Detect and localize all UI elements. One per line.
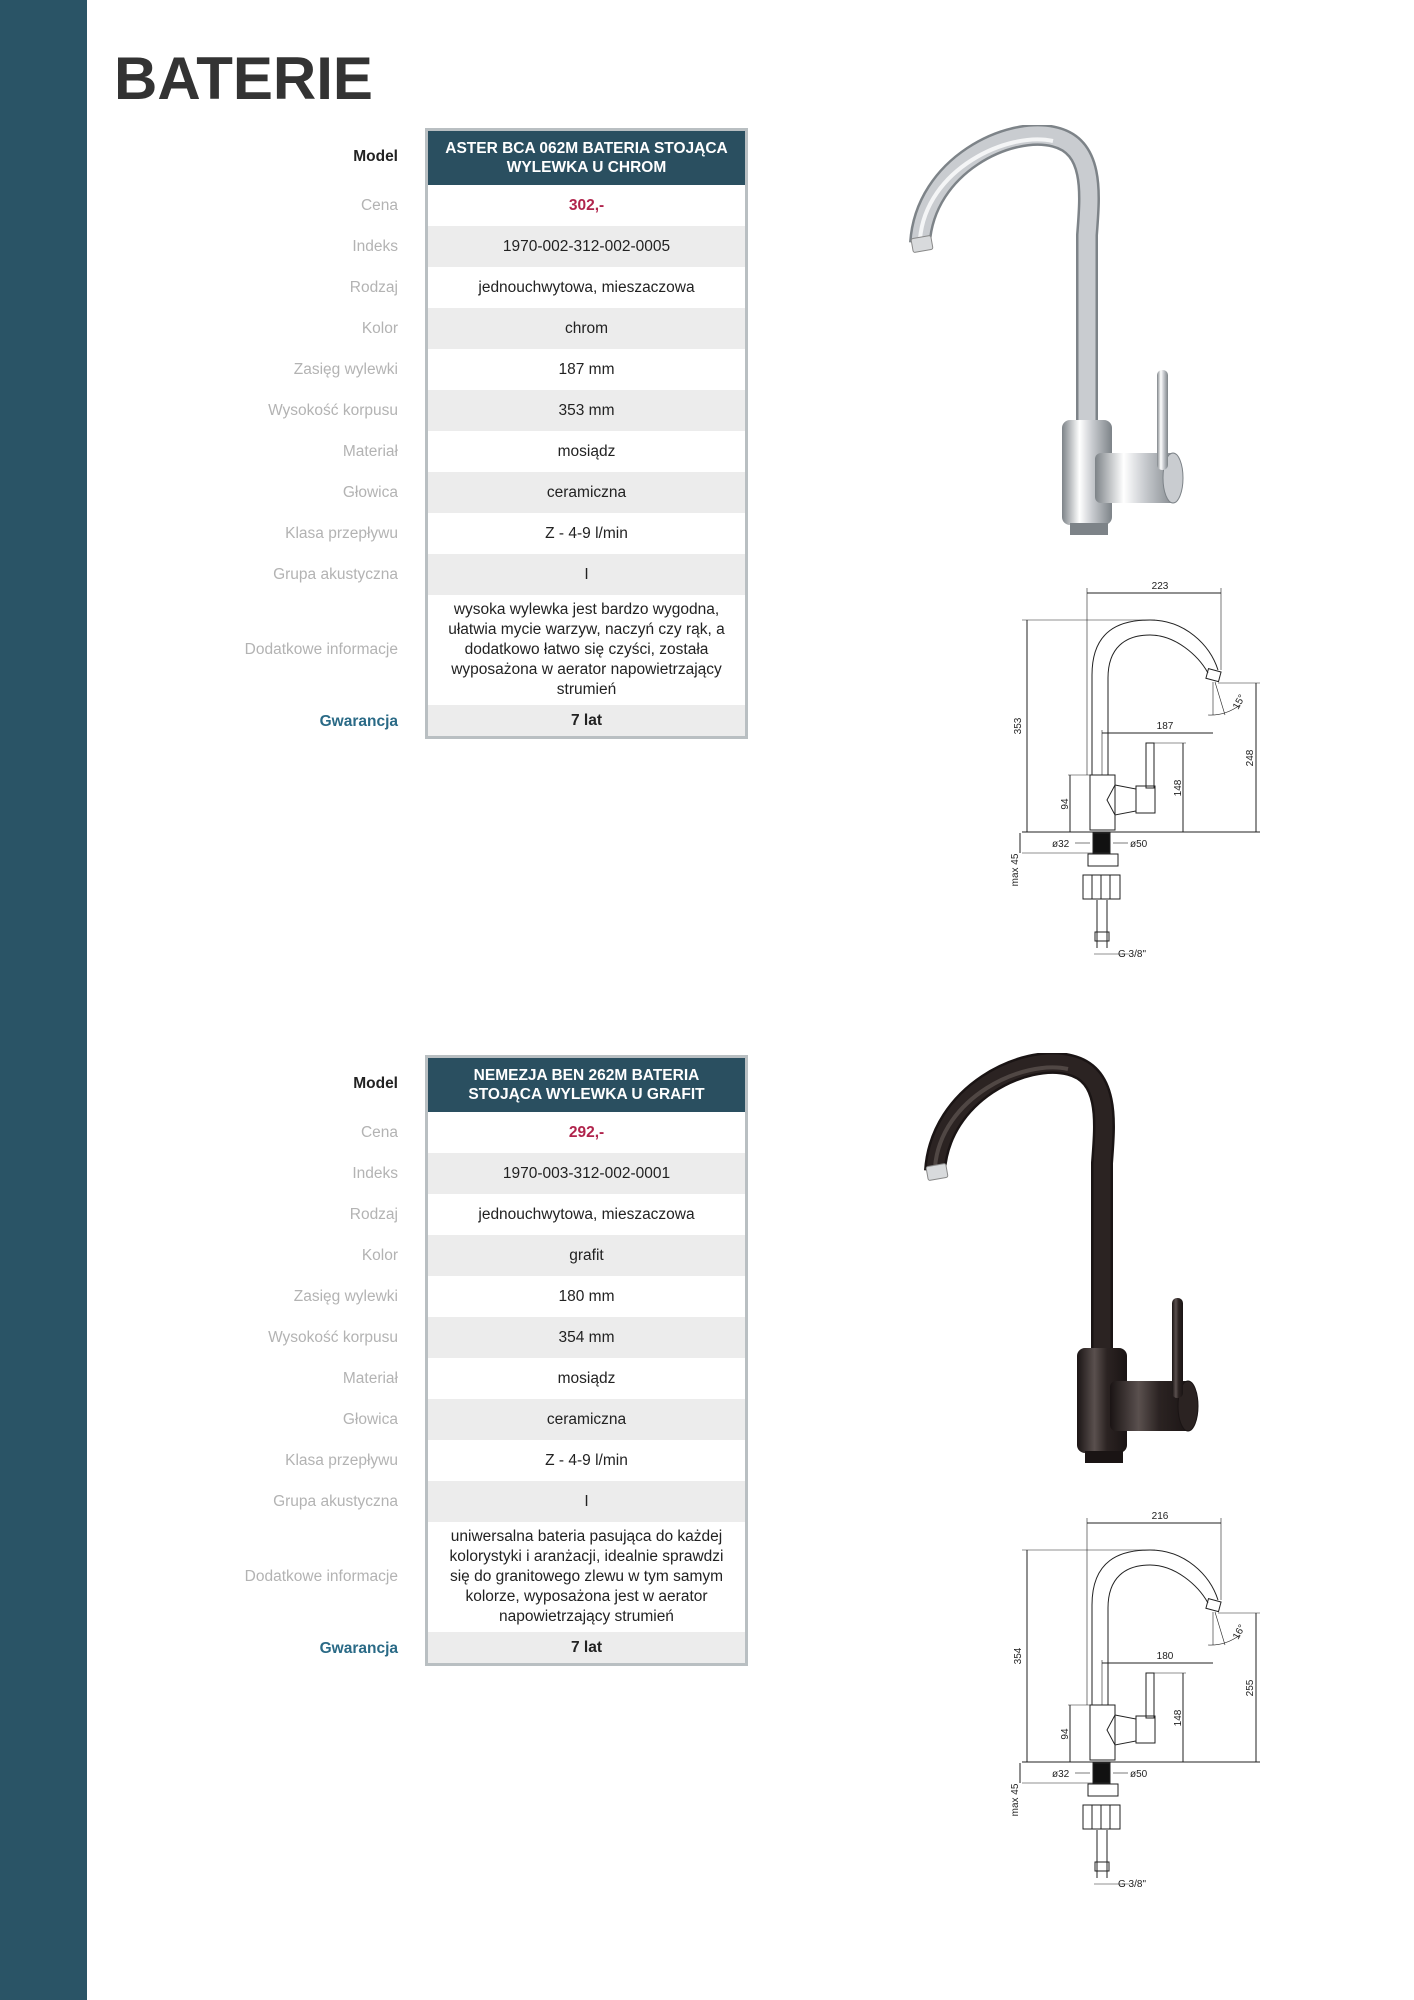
spec-row-info	[200, 1522, 780, 1632]
spec-row-acoustic	[200, 1481, 780, 1522]
technical-drawing	[1000, 1500, 1280, 1900]
spec-row-head	[200, 1399, 780, 1440]
spec-value-head: ceramiczna	[425, 1399, 748, 1440]
dim-width: 223	[1151, 581, 1169, 592]
dim-width: 216	[1151, 1511, 1169, 1522]
product-model-name: NEMEZJA BEN 262M BATERIA STOJĄCA WYLEWKA U GRAFIT	[425, 1055, 748, 1112]
spec-value-type: jednouchwytowa, mieszaczowa	[425, 267, 748, 308]
spec-value-index: 1970-002-312-002-0005	[425, 226, 748, 267]
dim-max: max 45	[1010, 853, 1021, 887]
spec-label: Klasa przepływu	[285, 1451, 398, 1469]
spec-value-flow: Z - 4-9 l/min	[425, 1440, 748, 1481]
spec-row-warranty	[200, 705, 780, 739]
spec-row-flow	[200, 513, 780, 554]
spec-row-index	[200, 1153, 780, 1194]
spec-label: Gwarancja	[319, 713, 398, 730]
spec-value-head: ceramiczna	[425, 472, 748, 513]
spec-label: Głowica	[342, 1410, 398, 1428]
spec-value-reach: 187 mm	[425, 349, 748, 390]
spec-value-color: grafit	[425, 1235, 748, 1276]
spec-row-price	[200, 185, 780, 226]
dim-angle: 16°	[1231, 1622, 1249, 1642]
dim-max: max 45	[1010, 1783, 1021, 1817]
spec-row-reach	[200, 349, 780, 390]
spec-row-material	[200, 1358, 780, 1399]
spec-label: Klasa przepływu	[285, 524, 398, 542]
spec-label: Indeks	[352, 237, 398, 255]
spec-label: Rodzaj	[349, 278, 398, 296]
spec-value-color: chrom	[425, 308, 748, 349]
spec-row-height	[200, 1317, 780, 1358]
dim-reach: 180	[1156, 1651, 1174, 1662]
spec-label: Indeks	[352, 1164, 398, 1182]
spec-value-price: 292,-	[425, 1112, 748, 1153]
spec-row-info	[200, 595, 780, 705]
spec-row-type	[200, 267, 780, 308]
spec-label: Cena	[360, 1123, 398, 1141]
page-title: BATERIE	[114, 45, 373, 112]
dim-thread: G 3/8"	[1118, 949, 1147, 960]
dim-d-large: ø50	[1130, 839, 1148, 850]
spec-label: Zasięg wylewki	[293, 360, 398, 378]
dim-angle: 15°	[1231, 692, 1249, 712]
spec-value-type: jednouchwytowa, mieszaczowa	[425, 1194, 748, 1235]
spec-row-index	[200, 226, 780, 267]
spec-value-info: wysoka wylewka jest bardzo wygodna, ułatwia mycie warzyw, naczyń czy rąk, a dodatkowo łatwo się czyści, została wyposażona w aerator napowietrzający strumień	[425, 595, 748, 705]
spec-label: Zasięg wylewki	[293, 1287, 398, 1305]
spec-value-height: 354 mm	[425, 1317, 748, 1358]
dim-body: 94	[1060, 798, 1071, 810]
dim-thread: G 3/8"	[1118, 1879, 1147, 1890]
spec-value-material: mosiądz	[425, 1358, 748, 1399]
spec-value-index: 1970-003-312-002-0001	[425, 1153, 748, 1194]
spec-label: Wysokość korpusu	[268, 1328, 398, 1346]
spec-row-acoustic	[200, 554, 780, 595]
spec-label: Rodzaj	[349, 1205, 398, 1223]
spec-label: Model	[353, 1074, 398, 1092]
spec-row-head	[200, 472, 780, 513]
product-spec-table	[200, 1055, 780, 1666]
spec-label: Cena	[360, 196, 398, 214]
dim-body: 94	[1060, 1728, 1071, 1740]
spec-label: Dodatkowe informacje	[244, 1568, 398, 1585]
spec-row-flow	[200, 1440, 780, 1481]
dim-d-small: ø32	[1052, 839, 1070, 850]
spec-value-acoustic: I	[425, 1481, 748, 1522]
spec-value-warranty: 7 lat	[425, 1632, 748, 1666]
spec-row-height	[200, 390, 780, 431]
spec-label: Materiał	[342, 442, 398, 460]
spec-label: Kolor	[361, 319, 398, 337]
spec-label: Model	[353, 147, 398, 165]
faucet-photo	[890, 125, 1190, 545]
dim-outlet-height: 248	[1245, 749, 1256, 767]
spec-row-model	[200, 128, 780, 185]
spec-row-model	[200, 1055, 780, 1112]
dim-outlet-height: 255	[1245, 1679, 1256, 1697]
spec-label: Głowica	[342, 483, 398, 501]
spec-row-price	[200, 1112, 780, 1153]
spec-value-flow: Z - 4-9 l/min	[425, 513, 748, 554]
technical-drawing	[1000, 570, 1280, 970]
spec-label: Dodatkowe informacje	[244, 641, 398, 658]
spec-row-color	[200, 308, 780, 349]
dim-d-small: ø32	[1052, 1769, 1070, 1780]
product-model-name: ASTER BCA 062M BATERIA STOJĄCA WYLEWKA U CHROM	[425, 128, 748, 185]
spec-label: Wysokość korpusu	[268, 401, 398, 419]
dim-lever: 148	[1173, 1709, 1184, 1727]
spec-row-type	[200, 1194, 780, 1235]
spec-label: Materiał	[342, 1369, 398, 1387]
spec-value-acoustic: I	[425, 554, 748, 595]
spec-row-color	[200, 1235, 780, 1276]
product-spec-table	[200, 128, 780, 739]
spec-value-material: mosiądz	[425, 431, 748, 472]
spec-label: Kolor	[361, 1246, 398, 1264]
spec-row-reach	[200, 1276, 780, 1317]
dim-d-large: ø50	[1130, 1769, 1148, 1780]
spec-value-info: uniwersalna bateria pasująca do każdej kolorystyki i aranżacji, idealnie sprawdzi się do granitowego zlewu w tym samym kolorze, wyposażona jest w aerator napowietrzający strumień	[425, 1522, 748, 1632]
dim-reach: 187	[1156, 721, 1174, 732]
spec-row-warranty	[200, 1632, 780, 1666]
spec-label: Gwarancja	[319, 1640, 398, 1657]
spec-label: Grupa akustyczna	[273, 1492, 398, 1510]
dim-height: 353	[1013, 717, 1024, 735]
faucet-photo	[905, 1053, 1205, 1473]
dim-height: 354	[1013, 1647, 1024, 1665]
spec-row-material	[200, 431, 780, 472]
spec-value-height: 353 mm	[425, 390, 748, 431]
spec-label: Grupa akustyczna	[273, 565, 398, 583]
spec-value-warranty: 7 lat	[425, 705, 748, 739]
spec-value-reach: 180 mm	[425, 1276, 748, 1317]
dim-lever: 148	[1173, 779, 1184, 797]
spec-value-price: 302,-	[425, 185, 748, 226]
sidebar-band	[0, 0, 87, 2000]
